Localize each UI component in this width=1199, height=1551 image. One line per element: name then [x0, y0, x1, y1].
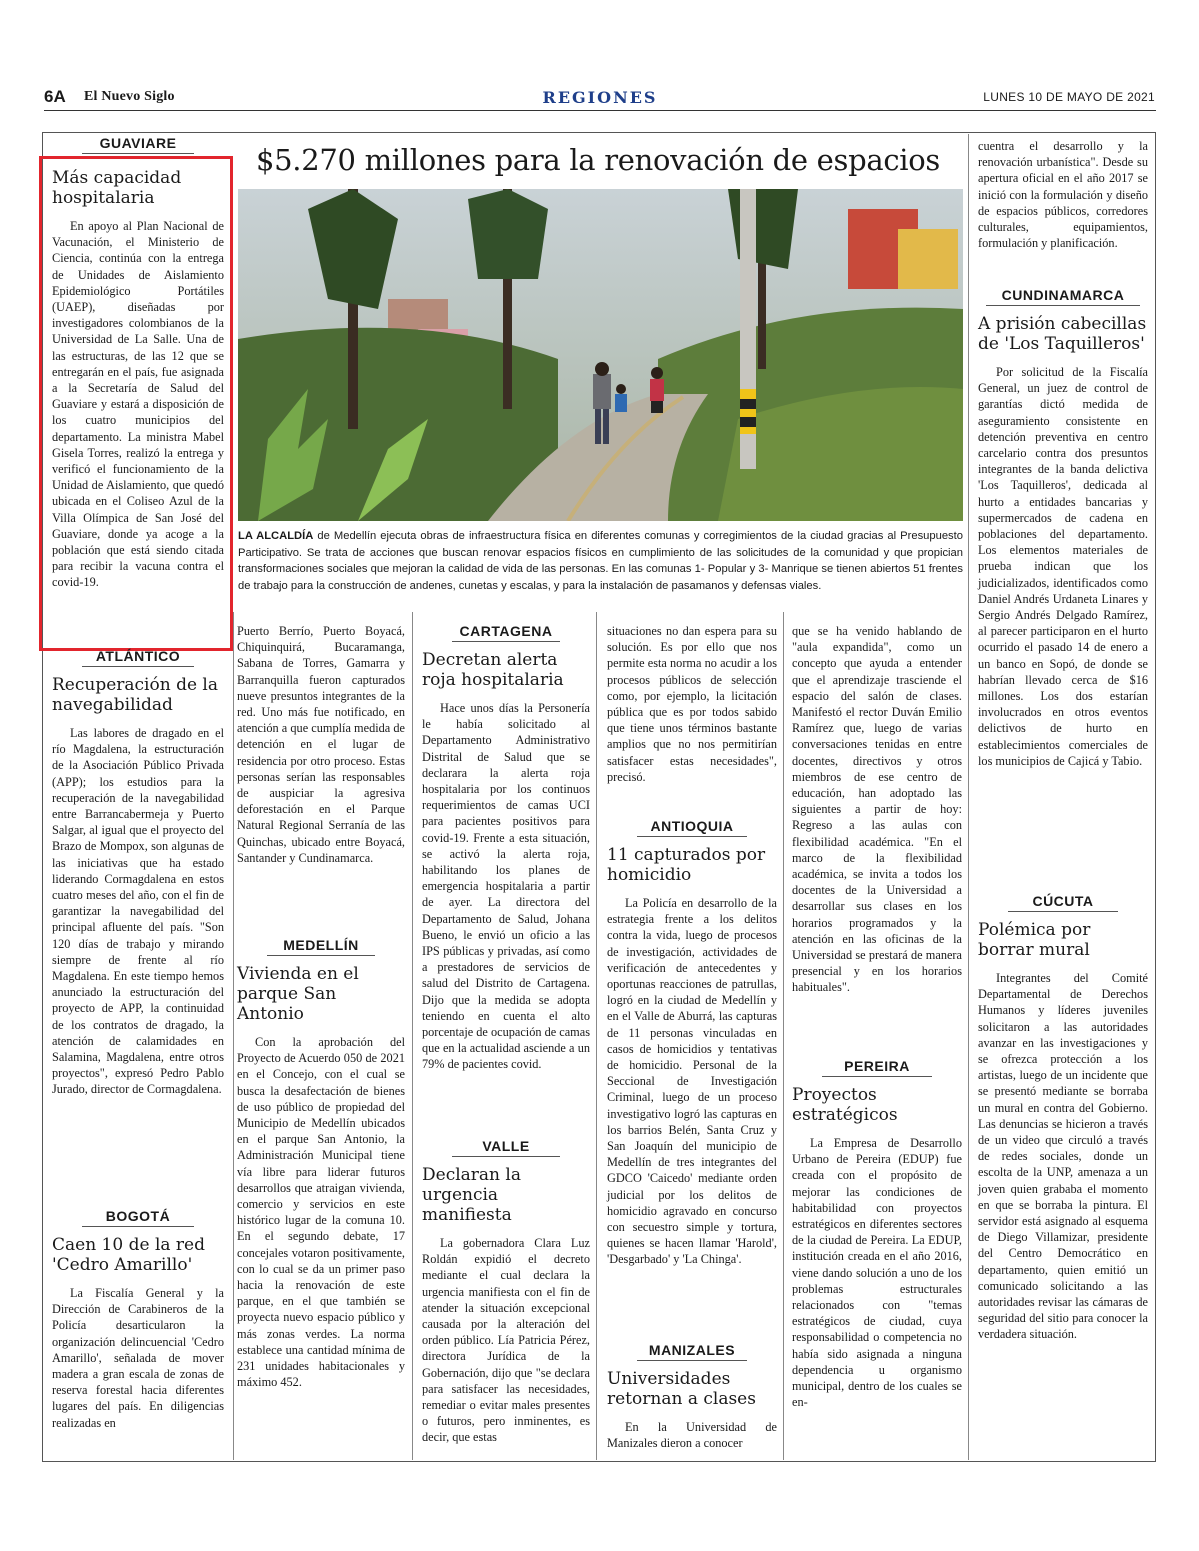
headline-antioquia: 11 capturados por homicidio: [607, 845, 766, 885]
article-bogota-continued: [237, 623, 405, 866]
park-photo-illustration: [238, 189, 963, 521]
main-headline: $5.270 millones para la renovación de espacios: [255, 143, 941, 177]
body-cartagena: Hace unos días la Personería le había solicitado al Departamento Administrativo Distrital de Salud que se declarara la alerta roja hospitalaria por los continuos requerimientos de camas UCI para pacientes positivos para covid-19. Frente a esta situación, se activó la alerta roja, habilitando los planes de emergencia hospitalaria a partir de ayer. La directora del Departamento de Salud, Johana Bueno, le envió un oficio a las IPS públicas y privadas, así como a prestadores de servicios de salud del Distrito de Cartagena. Dijo que la medida se adopta teniendo en cuenta el alto porcentaje de ocupación de camas que en la actualidad asciende a un 79% de pacientes covid.: [422, 701, 590, 1072]
newspaper-name: El Nuevo Siglo: [84, 89, 175, 104]
headline-pereira: Proyectos estratégicos: [792, 1085, 898, 1125]
header-rule: [44, 110, 1156, 111]
body-valle: La gobernadora Clara Luz Roldán expidió el decreto mediante el cual declara la urgencia manifiesta con el fin de atender la situación excepcional causada por la alteración del orden público. Lía Patricia Pérez, directora Jurídica de la Gobernación, dijo que "se declara para satisfacer las necesidades, remediar o evitar males presentes o futuros, pero inminentes, es decir, que estas: [422, 1236, 590, 1445]
headline-guaviare: Más capacidad hospitalaria: [52, 168, 182, 208]
article-cundinamarca: [978, 287, 1148, 769]
headline-bogota: Caen 10 de la red 'Cedro Amarillo': [52, 1235, 205, 1275]
column-divider: [783, 612, 784, 1460]
kicker-medellin: MEDELLÍN: [267, 937, 375, 956]
kicker-antioquia: ANTIOQUIA: [637, 818, 747, 837]
caption-lead: LA ALCALDÍA: [238, 530, 314, 542]
body-manizales-continued: que se ha venido hablando de "aula expandida", como un concepto que ayuda a entender que el aprendizaje trasciende el espacio del salón de clases. Manifestó el rector Duván Emilio Ramírez que, luego de varias conversaciones tenidas en entre docentes, directivos y otros miembros de ese centro de educación, han adoptado las siguientes a partir de hoy: Regreso a las aulas con flexibilidad académica. "En el marco de la flexibilidad académica, se invita a todos los docentes de la Universidad a desarrollar sus clases en los horarios programados y la atención en las oficinas de la Universidad se prestará de manera presencial y en los horarios habituales".: [792, 624, 962, 995]
article-manizales-continued: [792, 623, 962, 996]
article-pereira: [792, 1058, 962, 1410]
article-valle: [422, 1138, 590, 1446]
body-atlantico: Las labores de dragado en el río Magdalena, la estructuración de la Asociación Público Privada (APP); los estudios para la recuperación de la navegabilidad entre Barrancabermeja y Puerto Salgar, al igual que el proyecto del Brazo de Mompox, son algunas de las iniciativas que ha estado liderando Cormagdalena en estos cuatro meses del año, con el fin de garantizar la navegabilidad del principal afluente del país. "Son 120 días de trabajo y mirando siempre de frente al río Magdalena. En este tiempo hemos anunciado la estructuración del proyecto de APP, la continuidad de los contratos de dragado, la atención de calamidades en Salamina, Magdalena, entre otros proyectos", expresó Pedro Pablo Jurado, director de Cormagdalena.: [52, 726, 224, 1097]
body-pereira: La Empresa de Desarrollo Urbano de Pereira (EDUP) fue creada con el propósito de mejorar las condiciones de habitabilidad con proyectos estratégicos en diferentes sectores de la ciudad de Pereira. La EDUP, institución creada en el año 2016, viene dando solución a uno de los problemas estructurales relacionados con "temas estratégicos de ciudad, cuya responsabilidad o competencia no había sido asignada a ninguna dependencia u organismo municipal, dentro de los cuales se en-: [792, 1136, 962, 1410]
article-medellin: [237, 937, 405, 1390]
kicker-valle: VALLE: [452, 1138, 560, 1157]
headline-cartagena: Decretan alerta roja hospitalaria: [422, 650, 564, 690]
caption-text: de Medellín ejecuta obras de infraestructura física en diferentes comunas y corregimientos de la ciudad gracias al Presupuesto Participativo. Se trata de acciones que buscan renovar espacios físicos en cumplimiento de las solicitudes de la comunidad y que propician transformaciones sociales que mejoran la calidad de vida de las personas. En las comunas 1- Popular y 3- Manrique se tienen abiertos 51 frentes de trabajo para la construcción de andenes, cunetas y escalas, y para la instalación de pasamanos y defensas viales.: [238, 530, 963, 592]
body-main-continued: cuentra el desarrollo y la renovación urbanística". Desde su apertura oficial en el año 2017 se inició con la formulación y diseño de espacios públicos, corredores culturales, equipamientos, formulación y planificación.: [978, 139, 1148, 251]
highlight-box: [39, 156, 233, 651]
kicker-cucuta: CÚCUTA: [1008, 893, 1118, 912]
headline-cucuta: Polémica por borrar mural: [978, 920, 1091, 960]
kicker-manizales: MANIZALES: [637, 1342, 747, 1361]
column-divider: [412, 612, 413, 1460]
headline-manizales: Universidades retornan a clases: [607, 1369, 756, 1409]
article-main-continued: [978, 138, 1148, 251]
article-cartagena: [422, 623, 590, 1073]
kicker-guaviare: GUAVIARE: [82, 135, 194, 154]
issue-date: LUNES 10 DE MAYO DE 2021: [983, 90, 1155, 104]
kicker-atlantico: ATLÁNTICO: [82, 648, 194, 667]
body-valle-continued: situaciones no dan espera para su solución. Es por ello que nos permite esta norma no acudir a los procesos públicos de selección como, por ejemplo, la licitación pública que es por todos sabido que tiene unos términos bastante amplios que no nos permitirían satisfacer estas necesidades", precisó.: [607, 624, 777, 784]
section-title: REGIONES: [542, 88, 658, 107]
headline-valle: Declaran la urgencia manifiesta: [422, 1165, 521, 1225]
article-valle-continued: [607, 623, 777, 785]
headline-atlantico: Recuperación de la navegabilidad: [52, 675, 218, 715]
body-guaviare: En apoyo al Plan Nacional de Vacunación, el Ministerio de Ciencia, continúa con la entrega de Unidades de Aislamiento Epidemiológico Portátiles (UAEP), diseñadas por investigadores colombianos de la Universidad de La Salle. Una de las estructuras, de las 12 que se entregarán en el país, fue asignada a la Secretaría de Salud del Guaviare y estará a disposición de los cuatro municipios del departamento. La ministra Mabel Gisela Torres, realizó la entrega y verificó el funcionamiento de la Unidad de Aislamiento, que quedó ubicada en el Coliseo Azul de la Villa Olímpica de San José del Guaviare, donde ya acoge a la población que está siendo citada para recibir la vacuna contra el covid-19.: [52, 219, 224, 590]
article-atlantico: [52, 648, 224, 1098]
body-bogota-continued: Puerto Berrío, Puerto Boyacá, Chiquinquirá, Bucaramanga, Sabana de Torres, Gamarra y Barranquilla fueron capturados nueve presuntos integrantes de la red. Uno más fue notificado, en atención a que cumplía medida de detención en el lugar de residencia por otro proceso. Estas personas serían las responsables de auspiciar la agresiva deforestación en el Parque Natural Regional Serranía de las Quinchas, ubicado entre Boyacá, Santander y Cundinamarca.: [237, 624, 405, 865]
article-bogota: [52, 1208, 224, 1431]
kicker-pereira: PEREIRA: [822, 1058, 932, 1077]
column-divider: [968, 134, 969, 1460]
body-medellin: Con la aprobación del Proyecto de Acuerdo 050 de 2021 en el Concejo, con el cual se busca la desafectación de bienes de uso público de propiedad del Municipio de Medellín ubicados en el parque San Antonio, la Administración Municipal tiene vía libre para liderar futuros desarrollos que atraigan vivienda, comercio y servicios en este histórico lugar de la comuna 10. En el segundo debate, 17 concejales votaron positivamente, con lo cual se da un primer paso hacia la renovación de este parque, en el que también se proyecta nuevo espacio público y más zonas verdes. La norma establece una cantidad mínima de 231 unidades habitacionales y máximo 452.: [237, 1035, 405, 1390]
photo-caption: [238, 528, 963, 594]
article-antioquia: [607, 818, 777, 1268]
kicker-bogota: BOGOTÁ: [82, 1208, 194, 1227]
body-cundinamarca: Por solicitud de la Fiscalía General, un juez de control de garantías dictó medida de aseguramiento consistente en detención preventiva en centro carcelario contra dos presuntos integrantes de la banda delictiva 'Los Taquilleros', dedicada al hurto a entidades bancarias y supermercados de cadena en poblaciones del departamento. Los elementos materiales de prueba indican que los judicializados, identificados como Daniel Andrés Urdaneta Linares y Sergio Andrés Delgado Ramírez, al parecer participaron en el hurto ocurrido el pasado 14 de enero a un banco en Sopó, de donde se habrían llevado cerca de $16 millones. Los dos estarían involucrados en otros eventos delictivos de hurto en establecimientos comerciales de los municipios de Cajicá y Tabio.: [978, 365, 1148, 768]
page-number: 6A: [44, 87, 66, 106]
column-divider: [233, 612, 234, 1460]
article-cucuta: [978, 893, 1148, 1343]
headline-cundinamarca: A prisión cabecillas de 'Los Taquilleros': [978, 314, 1147, 354]
kicker-cartagena: CARTAGENA: [452, 623, 560, 642]
body-cucuta: Integrantes del Comité Departamental de Derechos Humanos y líderes juveniles solicitaron a las autoridades avanzar en las investigaciones y se ofrezca protección a los artistas, luego de un incidente que se presentó mediante se borraba un mural en contra del Gobierno. Las denuncias se hicieron a través de un video que circuló a través de redes sociales, donde un escolta de la UNP, amenaza a un joven quien grababa el momento en que se borraba la pintura. El servidor está asignado al esquema de Diego Villamizar, presidente del Centro Democrático en departamento, quien emitió un comunicado solicitando a las autoridades revisar las cámaras de seguridad del sitio para conocer la verdadera situación.: [978, 971, 1148, 1342]
column-divider: [596, 612, 597, 1460]
article-manizales: [607, 1342, 777, 1451]
headline-medellin: Vivienda en el parque San Antonio: [237, 964, 359, 1024]
body-antioquia: La Policía en desarrollo de la estrategia frente a los delitos contra la vida, luego de procesos de investigación, actividades de verificación de antecedentes y oportunas reacciones de patrullas, logró en la ciudad de Medellín y en el Valle de Aburrá, las capturas de 11 personas vinculadas en casos de homicidios y tentativas de homicidio. Personal de la Seccional de Investigación Criminal, luego de un proceso investigativo logró las capturas en los barrios Belén, Santa Cruz y San Joaquín del municipio de Medellín de tres integrantes del GDCO 'Caicedo' mediante orden judicial por los delitos de homicidio agravado en concurso con secuestro simple y tortura, quienes se hacen llamar 'Harold', 'Desgarbado' y 'La Chinga'.: [607, 896, 777, 1267]
body-bogota: La Fiscalía General y la Dirección de Carabineros de la Policía desarticularon la organización delincuencial 'Cedro Amarillo', señalada de mover madera a gran escala de zonas de reserva forestal hacia diferentes lugares del país. En diligencias realizadas en: [52, 1286, 224, 1430]
body-manizales: En la Universidad de Manizales dieron a conocer: [607, 1420, 777, 1451]
park-photo: [238, 189, 963, 521]
kicker-cundinamarca: CUNDINAMARCA: [986, 287, 1140, 306]
